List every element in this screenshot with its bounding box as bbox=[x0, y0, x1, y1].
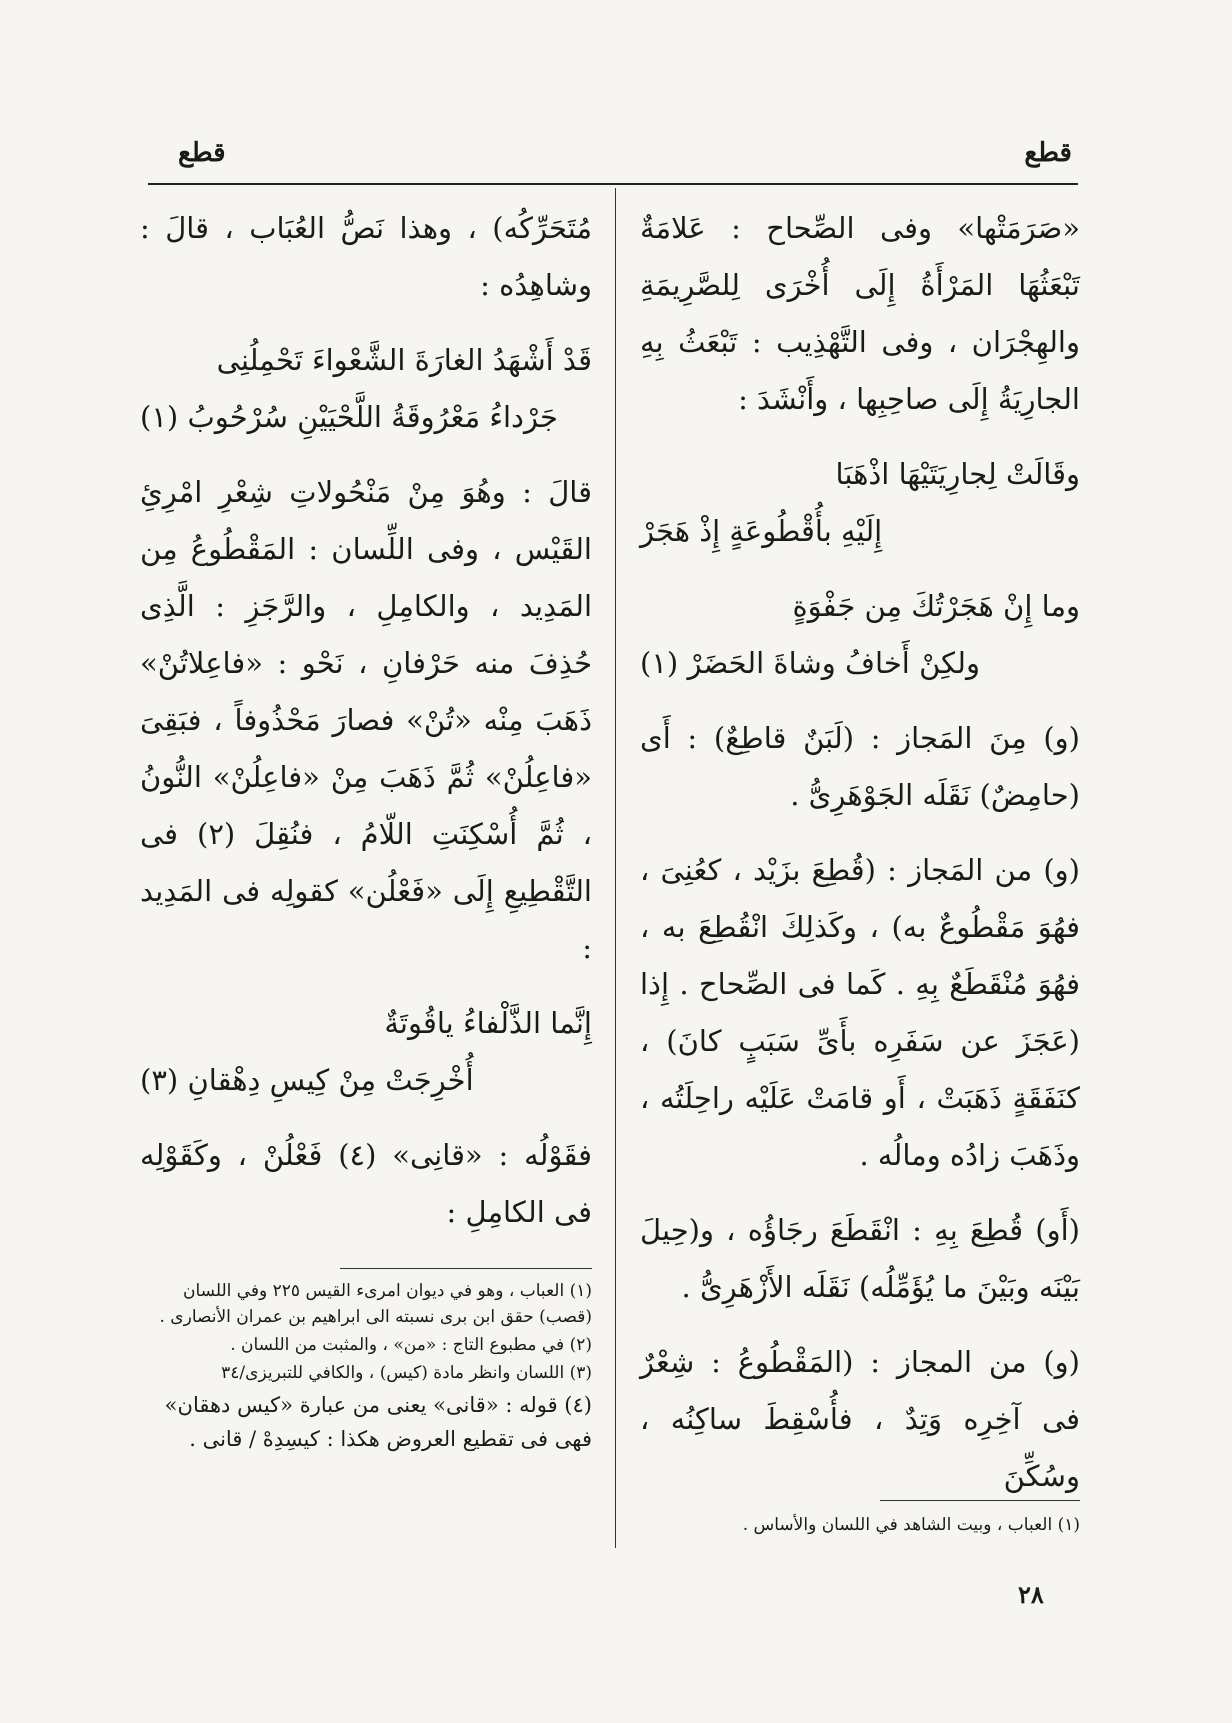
footnote: (٣) اللسان وانظر مادة (كيس) ، والكافي للتبريزى/٣٤ bbox=[221, 1363, 592, 1383]
verse-line: وقَالَتْ لِجارِيَتَيْهَا اذْهَبَا bbox=[835, 457, 1080, 491]
running-header-left: قطع bbox=[178, 138, 226, 168]
verse-line: قَدْ أَشْهَدُ الغارَةَ الشَّعْواءَ تَحْمِلُنِى bbox=[216, 343, 592, 377]
column-divider bbox=[615, 188, 616, 1548]
paragraph: (و) مِنَ المَجاز : (لَبَنٌ قاطِعٌ) : أَى (حامِضٌ) نَقَلَه الجَوْهَرِىُّ . bbox=[640, 721, 1080, 812]
verse-line: ولكِنْ أَخافُ وشاةَ الحَضَرْ (١) bbox=[640, 646, 981, 680]
verse-line: إِلَيْهِ بأُقْطُوعَةٍ إِذْ هَجَرْ bbox=[640, 514, 883, 548]
footnote: (٢) في مطبوع التاج : «من» ، والمثبت من اللسان . bbox=[230, 1335, 592, 1355]
paragraph: (و) من المَجاز : (قُطِعَ بزَيْد ، كعُنِىَ ، فهُوَ مَقْطُوعٌ به) ، وكَذلِكَ انْقُطِعَ به ، فهُوَ مُنْقَطَعٌ بِهِ . كَما فى الصِّحاح . إِذا (عَجَزَ عن سَفَرِه بأَىِّ سَبَبٍ كانَ) ، كنَفَقَةٍ ذَهَبَتْ ، أَو قامَتْ عَلَيْه راحِلَتُه ، وذَهَبَ زادُه ومالُه . bbox=[640, 853, 1080, 1172]
paragraph: فقَوْلُه : «قانِى» (٤) فَعْلُنْ ، وكَقَوْلِه فى الكامِلِ : bbox=[140, 1138, 592, 1229]
right-column bbox=[640, 200, 1080, 1505]
verse-line: وما إِنْ هَجَرْتُكَ مِن جَفْوَةٍ bbox=[792, 589, 1080, 623]
page-number: ٢٨ bbox=[1018, 1580, 1044, 1609]
footnotes-right bbox=[640, 1512, 1080, 1540]
footnote: (١) العباب ، وبيت الشاهد في اللسان والأساس . bbox=[742, 1515, 1080, 1535]
paragraph: (أَو) قُطِعَ بِهِ : انْقَطَعَ رجَاؤُه ، و(حِيلَ بَيْنَه وبَيْنَ ما يُؤَمِّلُه) نَقَلَه الأَزْهَرِىُّ . bbox=[640, 1213, 1080, 1304]
footnote: (١) العباب ، وهو في ديوان امرىء القيس ٢٢٥ وفي اللسان (قصب) حقق ابن برى نسبته الى ابراهيم بن عمران الأنصارى . bbox=[159, 1281, 592, 1327]
verse-line: جَرْداءُ مَعْرُوقَةُ اللَّحْيَيْنِ سُرْحُوبُ (١) bbox=[140, 400, 558, 434]
paragraph: مُتَحَرِّكُه) ، وهذا نَصُّ العُبَاب ، قالَ : وشاهِدُه : bbox=[140, 211, 592, 302]
header-rule bbox=[148, 183, 1078, 185]
left-column bbox=[140, 200, 592, 1241]
footnote-rule-right bbox=[880, 1500, 1080, 1501]
paragraph: (و) من المجاز : (المَقْطُوعُ : شِعْرٌ فى آخِرِه وَتِدٌ ، فأُسْقِطَ ساكِنُه ، وسُكِّنَ bbox=[640, 1345, 1080, 1493]
running-header-right: قطع bbox=[1024, 138, 1072, 168]
footnote: (٤) قوله : «قانى» يعنى من عبارة «كيس دهقان» فهى فى تقطيع العروض هكذا : كيسِدِهْ / قانى . bbox=[164, 1393, 592, 1451]
footnotes-left bbox=[142, 1278, 592, 1458]
paragraph: «صَرَمَتْها» وفى الصِّحاح : عَلامَةٌ تَبْعَثُهَا المَرْأَةُ إِلَى أُخْرَى لِلصَّرِيمَةِ والهِجْرَان ، وفى التَّهْذِيب : تَبْعَثُ بِهِ الجارِيَةُ إِلَى صاحِبِها ، وأَنْشَدَ : bbox=[640, 211, 1080, 416]
paragraph: قالَ : وهُوَ مِنْ مَنْحُولاتِ شِعْرِ امْرِئِ القَيْس ، وفى اللِّسان : المَقْطُوعُ مِن المَدِيد ، والكامِلِ ، والرَّجَزِ : الَّذِى حُذِفَ منه حَرْفانِ ، نَحْو : «فاعِلاتُنْ» ذَهَبَ مِنْه «تُنْ» فصارَ مَحْذُوفاً ، فبَقِىَ «فاعِلُنْ» ثُمَّ ذَهَبَ مِنْ «فاعِلُنْ» النُّونُ ، ثُمَّ أُسْكِنَتِ اللّامُ ، فنُقِلَ (٢) فى التَّقْطِيعِ إِلَى «فَعْلُن» كقولِه فى المَدِيد : bbox=[140, 475, 592, 965]
footnote-rule-left bbox=[340, 1268, 592, 1269]
verse-line: إِنَّما الذَّلْفاءُ ياقُوتَةٌ bbox=[384, 1006, 592, 1040]
verse-line: أُخْرِجَتْ مِنْ كِيسِ دِهْقانِ (٣) bbox=[140, 1063, 474, 1097]
